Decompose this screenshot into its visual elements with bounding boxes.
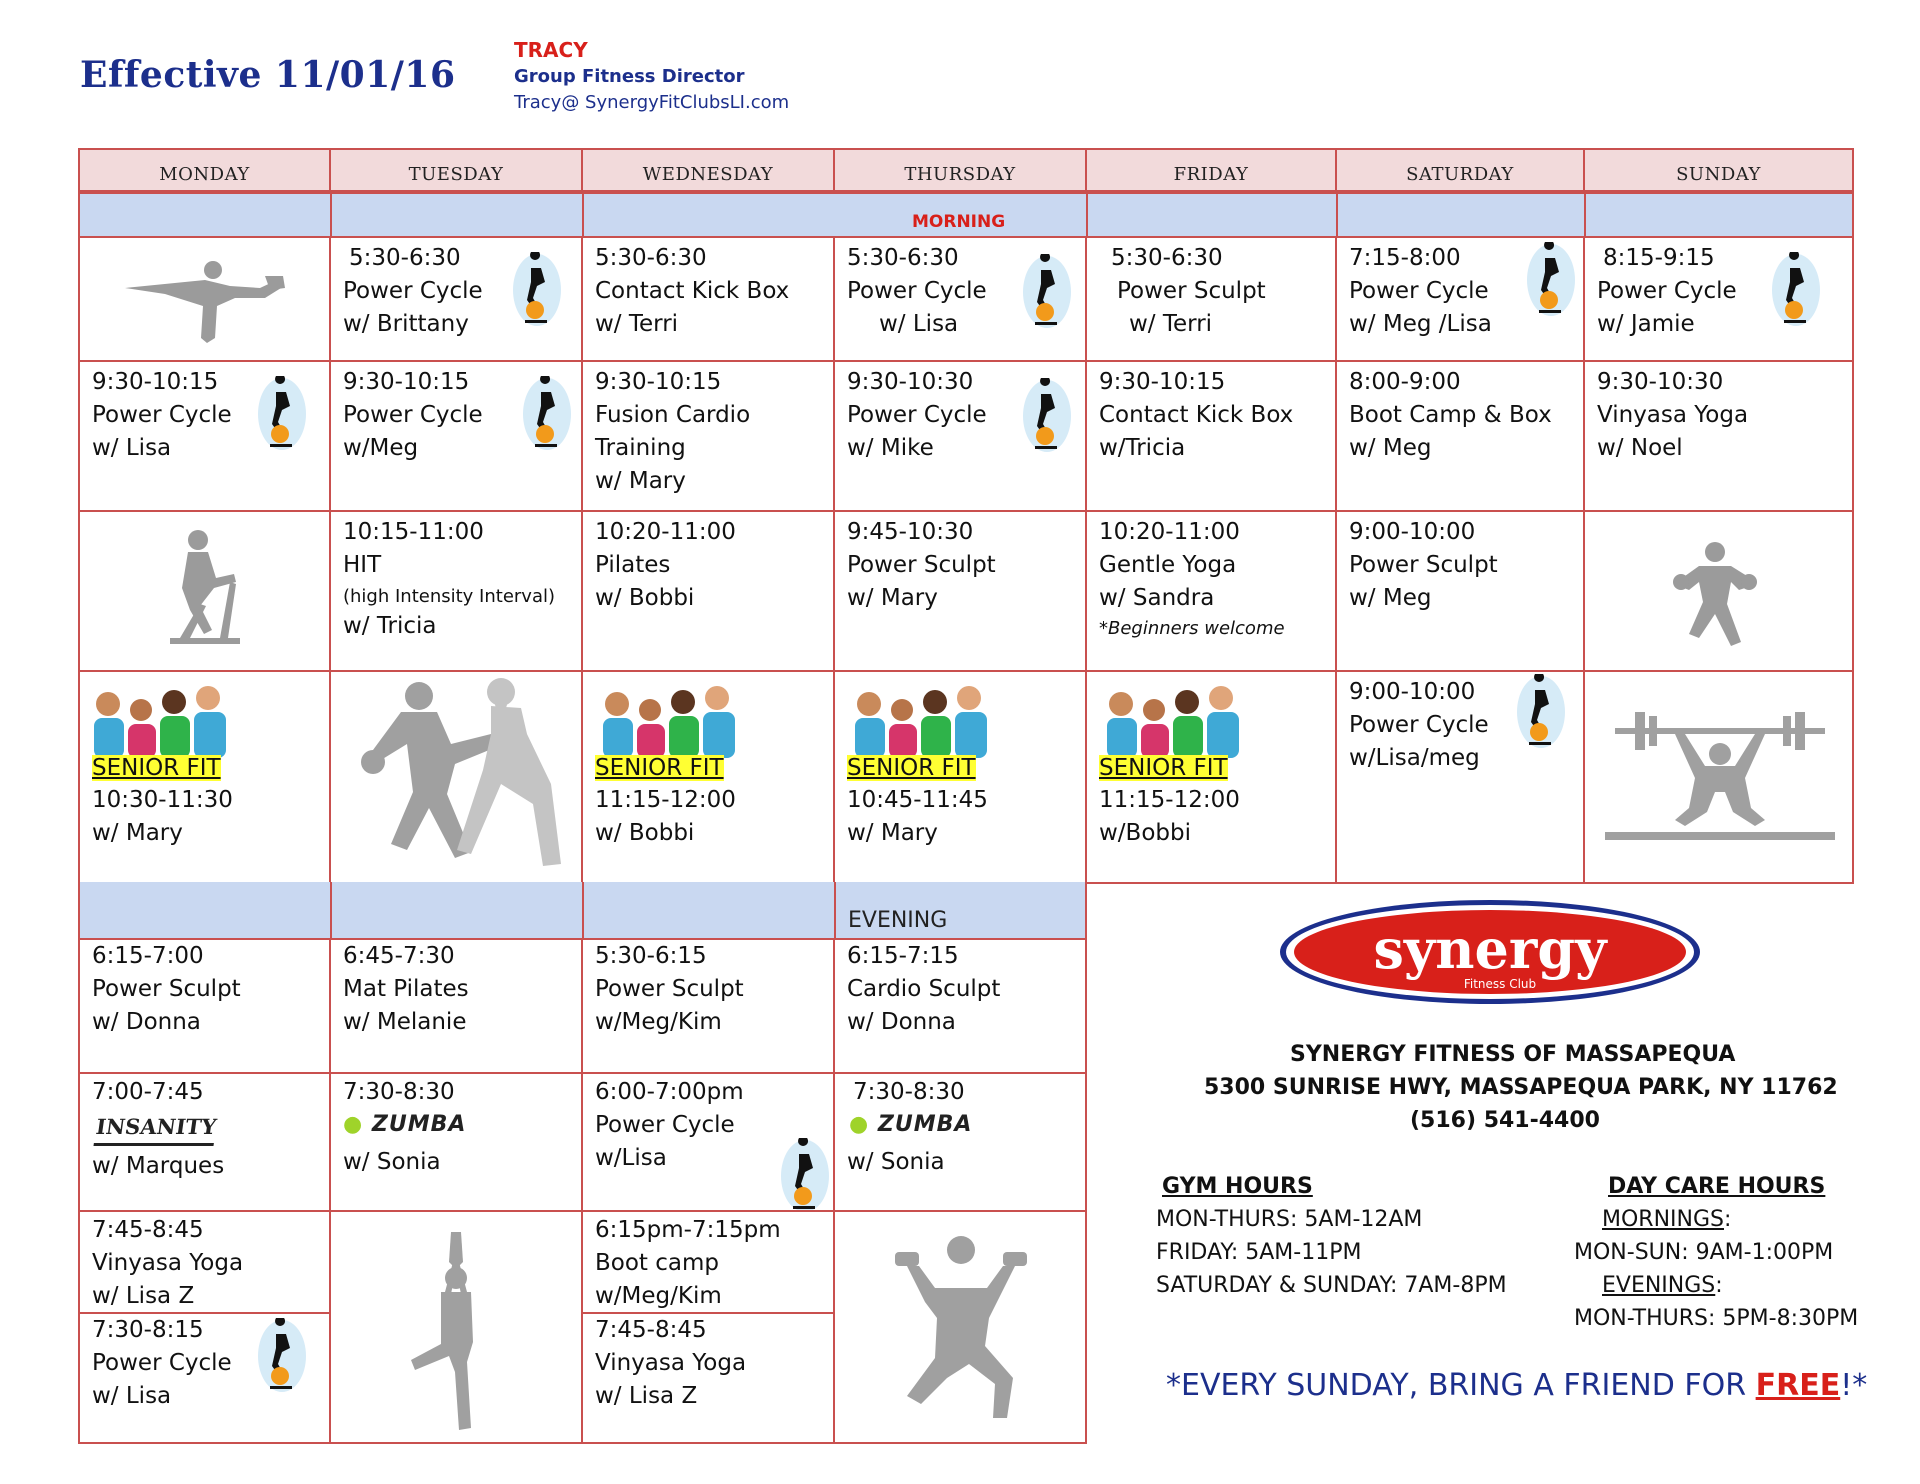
yoga-pose-icon bbox=[105, 258, 305, 348]
daycare-morning-label: MORNINGS bbox=[1602, 1207, 1724, 1232]
spin-bike-icon bbox=[1525, 242, 1577, 318]
class-name: Power Sculpt bbox=[92, 976, 241, 1002]
logo-subtext: Fitness Club bbox=[1463, 977, 1537, 991]
zumba-dot-icon: ● bbox=[849, 1112, 870, 1137]
senior-fit-label bbox=[92, 752, 221, 785]
class-time: 10:30-11:30 bbox=[92, 787, 233, 813]
class-name: Vinyasa Yoga bbox=[595, 1350, 747, 1376]
cell-thu-e3 bbox=[833, 1210, 1087, 1444]
kettlebell-workout-icon bbox=[351, 674, 571, 874]
spin-bike-icon bbox=[1021, 378, 1073, 454]
spin-bike-icon bbox=[511, 252, 563, 328]
class-instructor: w/ Sonia bbox=[343, 1149, 441, 1175]
zumba-logo bbox=[343, 1108, 466, 1141]
senior-fit-label bbox=[1099, 752, 1228, 785]
spin-bike-icon bbox=[256, 1318, 308, 1394]
class-time: 9:30-10:15 bbox=[1099, 369, 1226, 395]
cell-mon-e1 bbox=[78, 938, 331, 1074]
cell-mon-r1 bbox=[78, 236, 331, 362]
class-name: Power Sculpt bbox=[595, 976, 744, 1002]
gym-hours-line: SATURDAY & SUNDAY: 7AM-8PM bbox=[1156, 1273, 1507, 1298]
class-name: Power Cycle bbox=[92, 1350, 232, 1376]
daycare-evening-row: EVENINGS: bbox=[1602, 1273, 1723, 1298]
class-time: 7:45-8:45 bbox=[595, 1317, 707, 1343]
class-time: 7:30-8:30 bbox=[853, 1079, 965, 1105]
class-name: Contact Kick Box bbox=[595, 278, 790, 304]
seniors-group-icon bbox=[1099, 682, 1249, 762]
cell-tue-e3 bbox=[329, 1210, 583, 1444]
class-instructor: w/Meg/Kim bbox=[595, 1283, 722, 1309]
class-name: Contact Kick Box bbox=[1099, 402, 1294, 428]
class-name: Cardio Sculpt bbox=[847, 976, 1001, 1002]
class-instructor: w/ Bobbi bbox=[595, 585, 695, 611]
zumba-logo bbox=[849, 1108, 972, 1141]
class-time: 9:30-10:15 bbox=[92, 369, 219, 395]
class-time: 5:30-6:30 bbox=[595, 245, 707, 271]
class-instructor: w/ Meg bbox=[1349, 435, 1432, 461]
promo-text: *EVERY SUNDAY, BRING A FRIEND FOR bbox=[1166, 1368, 1756, 1403]
cell-tue-e2 bbox=[329, 1072, 583, 1212]
senior-fit-text: SENIOR FIT bbox=[1099, 755, 1228, 781]
cell-fri-r1 bbox=[1085, 236, 1337, 362]
class-instructor: w/ Donna bbox=[847, 1009, 956, 1035]
class-name: Power Cycle bbox=[1349, 712, 1489, 738]
senior-fit-label bbox=[595, 752, 724, 785]
senior-fit-text: SENIOR FIT bbox=[92, 755, 221, 781]
class-instructor: w/ Lisa Z bbox=[92, 1283, 195, 1309]
class-instructor: w/ Meg bbox=[1349, 585, 1432, 611]
class-instructor: w/ Sandra bbox=[1099, 585, 1215, 611]
cell-wed-r4 bbox=[581, 670, 835, 884]
class-time: 7:45-8:45 bbox=[92, 1217, 204, 1243]
tree-pose-icon bbox=[401, 1232, 511, 1432]
class-instructor: w/Meg bbox=[343, 435, 419, 461]
class-name: Power Sculpt bbox=[1349, 552, 1498, 578]
class-name: Power Cycle bbox=[343, 278, 483, 304]
cell-sun-r2 bbox=[1583, 360, 1854, 512]
evening-label: EVENING bbox=[848, 908, 948, 933]
class-name: Fusion Cardio bbox=[595, 402, 751, 428]
class-instructor: w/ Mary bbox=[847, 820, 938, 846]
class-instructor: w/ Meg /Lisa bbox=[1349, 311, 1492, 337]
class-name: Boot camp bbox=[595, 1250, 719, 1276]
class-time: 6:00-7:00pm bbox=[595, 1079, 744, 1105]
cell-tue-e1 bbox=[329, 938, 583, 1074]
day-header-tuesday: TUESDAY bbox=[329, 148, 583, 194]
day-header-monday: MONDAY bbox=[78, 148, 331, 194]
cell-wed-r3 bbox=[581, 510, 835, 672]
cell-mon-r4 bbox=[78, 670, 331, 884]
club-phone[interactable]: (516) 541-4400 bbox=[1410, 1108, 1600, 1133]
day-header-thursday: THURSDAY bbox=[833, 148, 1087, 194]
cell-tue-r1 bbox=[329, 236, 583, 362]
class-instructor: w/ Mary bbox=[595, 468, 686, 494]
class-name: Power Cycle bbox=[1597, 278, 1737, 304]
senior-fit-text: SENIOR FIT bbox=[595, 755, 724, 781]
cell-wed-e1 bbox=[581, 938, 835, 1074]
class-time: 9:00-10:00 bbox=[1349, 519, 1476, 545]
cell-thu-r3 bbox=[833, 510, 1087, 672]
class-instructor: w/Tricia bbox=[1099, 435, 1186, 461]
class-instructor: w/Lisa/meg bbox=[1349, 745, 1480, 771]
class-instructor: w/ Melanie bbox=[343, 1009, 467, 1035]
class-name: HIT bbox=[343, 552, 382, 578]
class-time: 6:15-7:00 bbox=[92, 943, 204, 969]
cell-mon-e2 bbox=[78, 1072, 331, 1212]
class-time: 11:15-12:00 bbox=[595, 787, 736, 813]
class-instructor: w/Bobbi bbox=[1099, 820, 1191, 846]
class-name: Power Cycle bbox=[847, 402, 987, 428]
day-header-saturday: SATURDAY bbox=[1335, 148, 1585, 194]
cell-tue-r3 bbox=[329, 510, 583, 672]
class-time: 5:30-6:15 bbox=[595, 943, 707, 969]
cell-wed-e2 bbox=[581, 1072, 835, 1212]
day-header-wednesday: WEDNESDAY bbox=[581, 148, 835, 194]
morning-band bbox=[78, 194, 1854, 238]
class-name: Pilates bbox=[595, 552, 671, 578]
cell-fri-r4 bbox=[1085, 670, 1337, 884]
class-instructor: w/ Bobbi bbox=[595, 820, 695, 846]
class-time: 7:15-8:00 bbox=[1349, 245, 1461, 271]
class-instructor: w/ Tricia bbox=[343, 613, 437, 639]
class-instructor: w/ Lisa bbox=[879, 311, 959, 337]
class-instructor: w/ Mike bbox=[847, 435, 934, 461]
class-time: 6:15pm-7:15pm bbox=[595, 1217, 781, 1243]
spin-bike-icon bbox=[1515, 674, 1567, 750]
cell-thu-e1 bbox=[833, 938, 1087, 1074]
daycare-morning-row: MORNINGS: bbox=[1602, 1207, 1732, 1232]
weightlifter-icon bbox=[1605, 708, 1835, 848]
spin-bike-icon bbox=[1021, 254, 1073, 330]
senior-fit-text: SENIOR FIT bbox=[847, 755, 976, 781]
cell-mon-e3b bbox=[78, 1312, 331, 1444]
class-name: Vinyasa Yoga bbox=[1597, 402, 1749, 428]
director-title: Group Fitness Director bbox=[514, 66, 745, 87]
class-instructor: w/ Noel bbox=[1597, 435, 1683, 461]
class-note: *Beginners welcome bbox=[1099, 618, 1285, 639]
class-instructor: w/ Donna bbox=[92, 1009, 201, 1035]
class-instructor: w/Lisa bbox=[595, 1145, 667, 1171]
evening-band bbox=[78, 882, 1087, 940]
morning-label: MORNING bbox=[912, 212, 1006, 232]
cell-thu-r1 bbox=[833, 236, 1087, 362]
cell-wed-r1 bbox=[581, 236, 835, 362]
cell-mon-r2 bbox=[78, 360, 331, 512]
class-instructor: w/ Mary bbox=[847, 585, 938, 611]
seniors-group-icon bbox=[595, 682, 745, 762]
class-time: 10:15-11:00 bbox=[343, 519, 484, 545]
class-instructor: w/ Jamie bbox=[1597, 311, 1695, 337]
stationary-bike-icon bbox=[160, 526, 250, 656]
class-name: Vinyasa Yoga bbox=[92, 1250, 244, 1276]
class-instructor: w/ Lisa Z bbox=[595, 1383, 698, 1409]
class-instructor: w/ Terri bbox=[1129, 311, 1213, 337]
effective-date: Effective 11/01/16 bbox=[80, 54, 456, 96]
seniors-group-icon bbox=[86, 682, 236, 762]
daycare-evening-label: EVENINGS bbox=[1602, 1273, 1716, 1298]
cell-tue-r2 bbox=[329, 360, 583, 512]
cell-thu-r4 bbox=[833, 670, 1087, 884]
cell-thu-e2 bbox=[833, 1072, 1087, 1212]
class-time: 9:30-10:30 bbox=[1597, 369, 1724, 395]
daycare-morning-hours: MON-SUN: 9AM-1:00PM bbox=[1574, 1240, 1834, 1265]
cell-sun-r3 bbox=[1583, 510, 1854, 672]
class-name: Gentle Yoga bbox=[1099, 552, 1237, 578]
cell-fri-r2 bbox=[1085, 360, 1337, 512]
zumba-logo-text: ZUMBA bbox=[877, 1112, 973, 1137]
class-time: 9:30-10:15 bbox=[343, 369, 470, 395]
class-time: 9:00-10:00 bbox=[1349, 679, 1476, 705]
class-time: 10:20-11:00 bbox=[595, 519, 736, 545]
cell-sun-r1 bbox=[1583, 236, 1854, 362]
promo-free: FREE bbox=[1755, 1368, 1841, 1403]
class-instructor: w/ Brittany bbox=[343, 311, 469, 337]
cell-wed-e3a bbox=[581, 1210, 835, 1314]
gym-hours-line: MON-THURS: 5AM-12AM bbox=[1156, 1207, 1423, 1232]
class-instructor: w/ Marques bbox=[92, 1153, 225, 1179]
daycare-hours-title: DAY CARE HOURS bbox=[1608, 1174, 1826, 1199]
class-note: (high Intensity Interval) bbox=[343, 586, 556, 607]
cell-sat-r1 bbox=[1335, 236, 1585, 362]
class-name-line2: Training bbox=[595, 435, 686, 461]
class-name: Power Cycle bbox=[595, 1112, 735, 1138]
promo-banner bbox=[1166, 1368, 1867, 1403]
class-time: 8:00-9:00 bbox=[1349, 369, 1461, 395]
cell-sat-r3 bbox=[1335, 510, 1585, 672]
club-name: SYNERGY FITNESS OF MASSAPEQUA bbox=[1290, 1042, 1736, 1067]
cell-mon-e3a bbox=[78, 1210, 331, 1314]
spin-bike-icon bbox=[779, 1138, 831, 1214]
class-name: Power Sculpt bbox=[1117, 278, 1266, 304]
class-instructor: w/ Mary bbox=[92, 820, 183, 846]
class-time: 5:30-6:30 bbox=[349, 245, 461, 271]
cell-sat-r2 bbox=[1335, 360, 1585, 512]
class-time: 6:45-7:30 bbox=[343, 943, 455, 969]
class-name: Power Cycle bbox=[847, 278, 987, 304]
class-instructor: w/ Lisa bbox=[92, 1383, 172, 1409]
class-instructor: w/Meg/Kim bbox=[595, 1009, 722, 1035]
class-time: 10:45-11:45 bbox=[847, 787, 988, 813]
synergy-logo bbox=[1278, 898, 1702, 1006]
class-time: 8:15-9:15 bbox=[1603, 245, 1715, 271]
class-time: 7:30-8:30 bbox=[343, 1079, 455, 1105]
class-time: 7:30-8:15 bbox=[92, 1317, 204, 1343]
cell-wed-e3b bbox=[581, 1312, 835, 1444]
class-name: Power Cycle bbox=[343, 402, 483, 428]
class-time: 6:15-7:15 bbox=[847, 943, 959, 969]
seniors-group-icon bbox=[847, 682, 997, 762]
class-instructor: w/ Terri bbox=[595, 311, 679, 337]
director-name: TRACY bbox=[514, 38, 588, 62]
promo-end: !* bbox=[1840, 1368, 1868, 1403]
class-instructor: w/ Sonia bbox=[847, 1149, 945, 1175]
insanity-logo bbox=[94, 1110, 219, 1146]
senior-fit-label bbox=[847, 752, 976, 785]
class-time: 5:30-6:30 bbox=[1111, 245, 1223, 271]
insanity-logo-text: INSANITY bbox=[93, 1110, 218, 1146]
day-header-sunday: SUNDAY bbox=[1583, 148, 1854, 194]
class-name: Power Cycle bbox=[92, 402, 232, 428]
zumba-dot-icon: ● bbox=[343, 1112, 364, 1137]
cell-mon-r3 bbox=[78, 510, 331, 672]
cell-thu-r2 bbox=[833, 360, 1087, 512]
cell-sat-r4 bbox=[1335, 670, 1585, 884]
dumbbell-lunge-icon bbox=[885, 1228, 1035, 1428]
gym-hours-title: GYM HOURS bbox=[1162, 1174, 1313, 1199]
class-time: 9:30-10:15 bbox=[595, 369, 722, 395]
cell-tue-r4 bbox=[329, 670, 583, 884]
cell-fri-r3 bbox=[1085, 510, 1337, 672]
class-instructor: w/ Lisa bbox=[92, 435, 172, 461]
class-time: 10:20-11:00 bbox=[1099, 519, 1240, 545]
director-email-link[interactable]: Tracy@ SynergyFitClubsLI.com bbox=[514, 92, 790, 113]
logo-text: synergy bbox=[1373, 917, 1607, 981]
class-time: 9:30-10:30 bbox=[847, 369, 974, 395]
daycare-evening-hours: MON-THURS: 5PM-8:30PM bbox=[1574, 1306, 1859, 1331]
spin-bike-icon bbox=[1770, 252, 1822, 328]
class-name: Boot Camp & Box bbox=[1349, 402, 1552, 428]
cell-wed-r2 bbox=[581, 360, 835, 512]
day-header-friday: FRIDAY bbox=[1085, 148, 1337, 194]
class-name: Power Cycle bbox=[1349, 278, 1489, 304]
boxer-icon bbox=[1665, 538, 1765, 658]
class-time: 7:00-7:45 bbox=[92, 1079, 204, 1105]
spin-bike-icon bbox=[521, 376, 573, 452]
spin-bike-icon bbox=[256, 376, 308, 452]
class-time: 11:15-12:00 bbox=[1099, 787, 1240, 813]
class-time: 5:30-6:30 bbox=[847, 245, 959, 271]
class-time: 9:45-10:30 bbox=[847, 519, 974, 545]
club-address: 5300 SUNRISE HWY, MASSAPEQUA PARK, NY 11762 bbox=[1204, 1075, 1838, 1100]
gym-hours-line: FRIDAY: 5AM-11PM bbox=[1156, 1240, 1362, 1265]
class-name: Mat Pilates bbox=[343, 976, 469, 1002]
zumba-logo-text: ZUMBA bbox=[371, 1112, 467, 1137]
class-name: Power Sculpt bbox=[847, 552, 996, 578]
cell-sun-r4 bbox=[1583, 670, 1854, 884]
